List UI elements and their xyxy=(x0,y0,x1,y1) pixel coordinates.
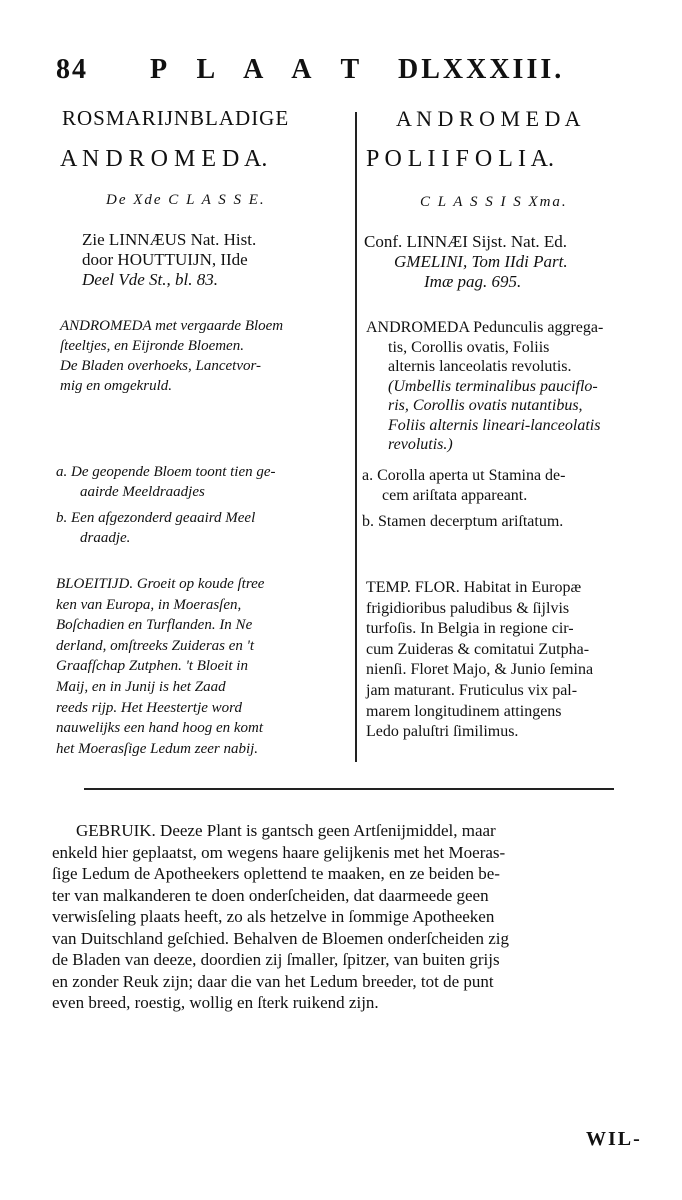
left-title2: A N D R O M E D A. xyxy=(60,146,268,172)
temp-line: nienſi. Floret Majo, & Junio ſemina xyxy=(366,661,594,679)
temp-line: turfoſis. In Belgia in regione cir- xyxy=(366,620,574,638)
right-figure-a xyxy=(362,466,565,506)
right-class: C L A S S I S Xma. xyxy=(420,194,568,210)
bloei-line: Boſchadien en Turflanden. In Ne xyxy=(56,617,253,634)
fig-line: b. Stamen decerptum ariſtatum. xyxy=(362,513,564,530)
temp-line: Ledo paluſtri ſimilimus. xyxy=(366,723,519,741)
temp-line: TEMP. FLOR. Habitat in Europæ xyxy=(366,579,582,596)
gebruik-line: de Bladen van deeze, doordien zij ſmaller, ſpitzer, van buiten grijs xyxy=(52,950,500,969)
left-ref-line: Deel Vde St., bl. 83. xyxy=(82,270,218,289)
gebruik-line: ſige Ledum de Apotheekers oplettend te maaken, en ze beiden be- xyxy=(52,864,500,883)
temp-line: jam maturant. Fruticulus vix pal- xyxy=(366,681,578,699)
right-description xyxy=(366,318,603,455)
right-ref-line: Imæ pag. 695. xyxy=(424,272,522,291)
column-divider xyxy=(355,112,357,762)
desc-line: ſteeltjes, en Eijronde Bloemen. xyxy=(60,338,244,354)
left-figure-b xyxy=(56,508,255,548)
desc-line: ris, Corollis ovatis nutantibus, xyxy=(388,397,583,414)
desc-line: tis, Corollis ovatis, Foliis xyxy=(388,338,550,356)
plate-number: DLXXXIII. xyxy=(398,54,565,85)
right-ref-line: Conf. LINNÆI Sijst. Nat. Ed. xyxy=(364,232,568,251)
gebruik-line: ter van malkanderen te doen onderſcheiden, dat daarmeede geen xyxy=(52,885,489,905)
fig-line: b. Een afgezonderd geaaird Meel xyxy=(56,510,256,526)
right-temp-flor xyxy=(366,578,593,743)
desc-line: mig en omgekruld. xyxy=(60,378,173,394)
right-reference xyxy=(364,232,568,292)
left-title1: ROSMARIJNBLADIGE xyxy=(62,106,290,130)
right-title2: P O L I I F O L I A. xyxy=(366,146,554,172)
temp-line: frigidioribus paludibus & ſijlvis xyxy=(366,599,570,617)
left-ref-line: Zie LINNÆUS Nat. Hist. xyxy=(82,230,257,249)
fig-line: a. Corolla aperta ut Stamina de- xyxy=(362,467,566,484)
desc-line: ANDROMEDA met vergaarde Bloem xyxy=(60,318,284,334)
left-description xyxy=(60,316,283,396)
catchword: WIL- xyxy=(586,1128,642,1150)
left-class: De Xde C L A S S E. xyxy=(106,192,266,208)
gebruik-line: verwisſeling plaats heeft, zo als hetzelve in ſommige Apotheeken xyxy=(52,907,495,926)
left-figure-a xyxy=(56,462,276,502)
right-title1: A N D R O M E D A xyxy=(396,106,581,131)
bloei-line: nauwelijks een hand hoog en komt xyxy=(56,720,264,737)
gebruik-line: GEBRUIK. Deeze Plant is gantsch geen Artſenijmiddel, maar xyxy=(76,821,496,840)
temp-line: marem longitudinem attingens xyxy=(366,702,562,720)
fig-line: cem ariſtata appareant. xyxy=(382,487,528,504)
left-ref-line: door HOUTTUIJN, IIde xyxy=(82,250,248,269)
right-figure-b xyxy=(362,512,563,532)
bloei-line: derland, omſtreeks Zuideras en 't xyxy=(56,637,255,654)
left-reference xyxy=(82,230,256,290)
bloei-line: reeds rijp. Het Heestertje word xyxy=(56,699,242,716)
gebruik-line: even breed, roestig, wollig en ſterk ruikend zijn. xyxy=(52,993,379,1012)
bloei-line: Maij, en in Junij is het Zaad xyxy=(56,678,226,695)
desc-line: De Bladen overhoeks, Lancetvor- xyxy=(60,358,262,374)
section-divider xyxy=(84,788,614,790)
fig-line: a. De geopende Bloem toont tien ge- xyxy=(56,464,276,480)
gebruik-paragraph xyxy=(52,820,509,1014)
bloei-line: BLOEITIJD. Groeit op koude ſtree xyxy=(56,576,265,592)
desc-line: alternis lanceolatis revolutis. xyxy=(388,358,572,375)
gebruik-line: en zonder Reuk zijn; daar die van het Ledum breeder, tot de punt xyxy=(52,971,494,991)
gebruik-line: van Duitschland geſchied. Behalven de Bloemen onderſcheiden zig xyxy=(52,928,509,948)
bloei-line: ken van Europa, in Moerasſen, xyxy=(56,596,242,613)
temp-line: cum Zuideras & comitatui Zutpha- xyxy=(366,640,590,658)
desc-line: revolutis.) xyxy=(388,436,453,453)
bloei-line: het Moerasſige Ledum zeer nabij. xyxy=(56,740,259,757)
plate-label: P L A A T xyxy=(150,54,372,85)
fig-line: draadje. xyxy=(80,530,131,546)
fig-line: aairde Meeldraadjes xyxy=(80,484,205,500)
desc-line: (Umbellis terminalibus pauciflo- xyxy=(388,377,598,395)
right-ref-line: GMELINI, Tom IIdi Part. xyxy=(394,252,568,271)
gebruik-line: enkeld hier geplaatst, om wegens haare gelijkenis met het Moeras- xyxy=(52,842,506,862)
desc-line: ANDROMEDA Pedunculis aggrega- xyxy=(366,319,604,336)
desc-line: Foliis alternis lineari-lanceolatis xyxy=(388,416,601,434)
left-bloeitijd xyxy=(56,574,264,759)
page-number: 84 xyxy=(56,54,88,85)
bloei-line: Graafſchap Zutphen. 't Bloeit in xyxy=(56,658,248,675)
